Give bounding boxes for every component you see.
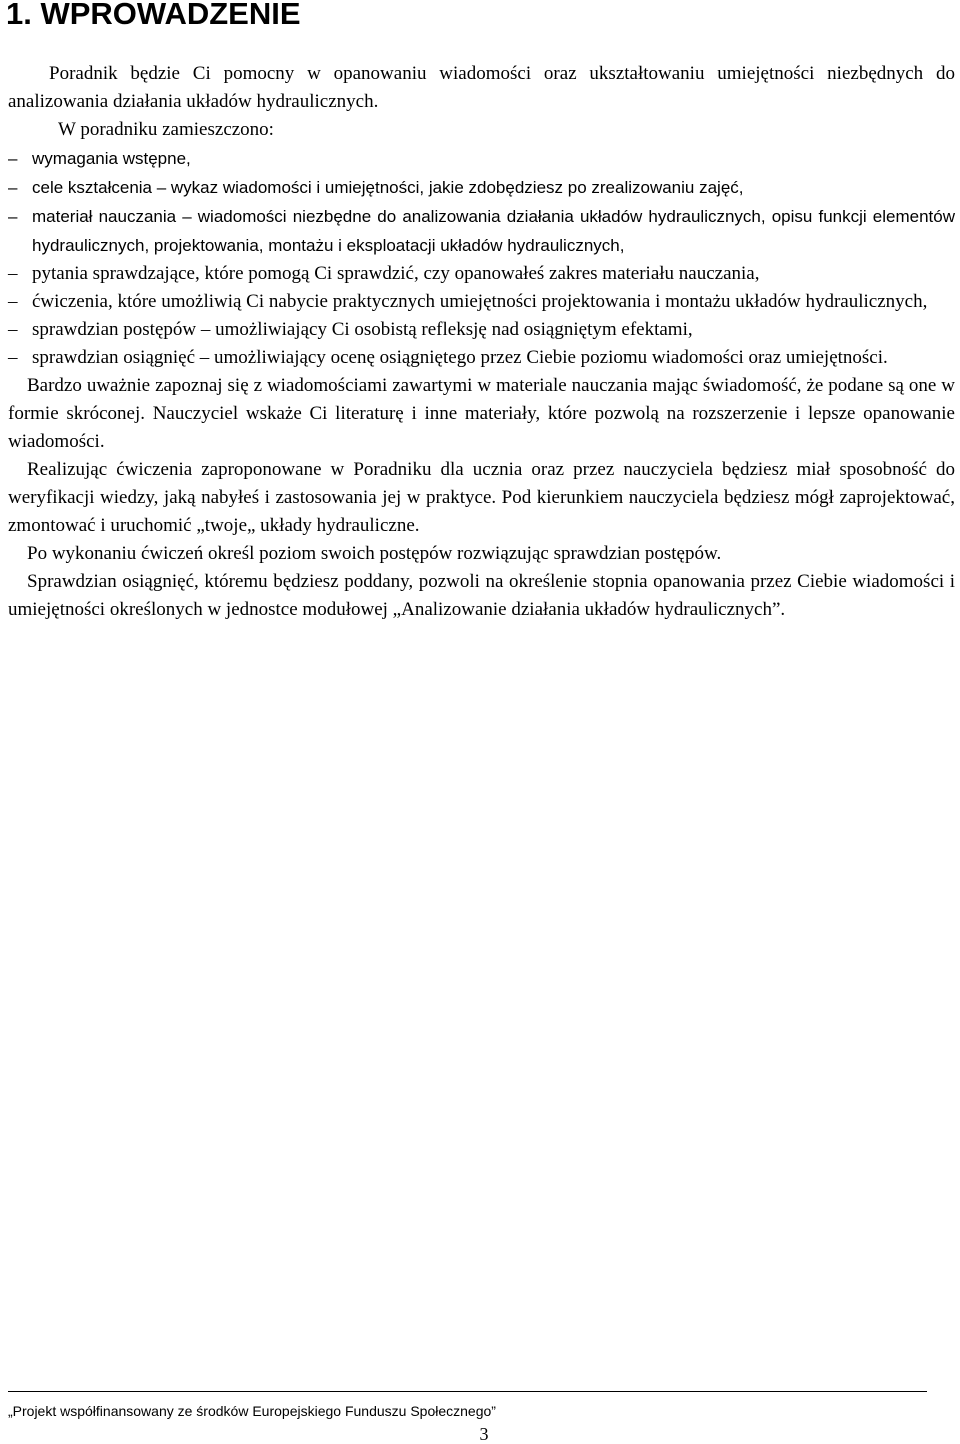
intro-paragraph: Poradnik będzie Ci pomocny w opanowaniu wiadomości oraz ukształtowaniu umiejętności niezbędnych do analizowania działania układów hydraulicznych. xyxy=(8,63,955,112)
list-intro: W poradniku zamieszczono: xyxy=(58,119,274,140)
list-item: – pytania sprawdzające, które pomogą Ci sprawdzić, czy opanowałeś zakres materiału nauczania, xyxy=(8,260,955,288)
footer-divider xyxy=(8,1391,927,1392)
footer-funding-note: „Projekt współfinansowany ze środków Europejskiego Funduszu Społecznego” xyxy=(8,1403,496,1419)
contents-list xyxy=(8,144,955,372)
body-paragraph: Bardzo uważnie zapoznaj się z wiadomościami zawartymi w materiale nauczania mając świadomość, że podane są one w formie skróconej. Nauczyciel wskaże Ci literaturę i inne materiały, które pozwolą na rozszerzenie i lepsze opanowanie wiadomości. xyxy=(8,375,955,452)
list-item: – wymagania wstępne, xyxy=(8,144,955,173)
list-item: – sprawdzian osiągnięć – umożliwiający ocenę osiągniętego przez Ciebie poziomu wiadomości oraz umiejętności. xyxy=(8,344,955,372)
list-item: – cele kształcenia – wykaz wiadomości i umiejętności, jakie zdobędziesz po zrealizowaniu zajęć, xyxy=(8,173,955,202)
page-number: 3 xyxy=(479,1424,489,1444)
list-item: – materiał nauczania – wiadomości niezbędne do analizowania działania układów hydraulicznych, opisu funkcji elementów hydraulicznych, projektowania, montażu i eksploatacji układów hydraulicznych, xyxy=(8,202,955,260)
list-item: – ćwiczenia, które umożliwią Ci nabycie praktycznych umiejętności projektowania i montażu układów hydraulicznych, xyxy=(8,288,955,316)
body-paragraph: Sprawdzian osiągnięć, któremu będziesz poddany, pozwoli na określenie stopnia opanowania przez Ciebie wiadomości i umiejętności określonych w jednostce modułowej „Analizowanie działania układów hydraulicznych”. xyxy=(8,571,955,620)
section-heading: 1. WPROWADZENIE xyxy=(6,0,301,31)
body-paragraph: Realizując ćwiczenia zaproponowane w Poradniku dla ucznia oraz przez nauczyciela będziesz miał sposobność do weryfikacji wiedzy, jaką nabyłeś i zastosowania jej w praktyce. Pod kierunkiem nauczyciela będziesz mógł zaprojektować, zmontować i uruchomić „twoje„ układy hydrauliczne. xyxy=(8,459,955,536)
document-body xyxy=(8,60,955,624)
list-item: – sprawdzian postępów – umożliwiający Ci osobistą refleksję nad osiągniętym efektami, xyxy=(8,316,955,344)
body-paragraph: Po wykonaniu ćwiczeń określ poziom swoich postępów rozwiązując sprawdzian postępów. xyxy=(27,543,722,564)
